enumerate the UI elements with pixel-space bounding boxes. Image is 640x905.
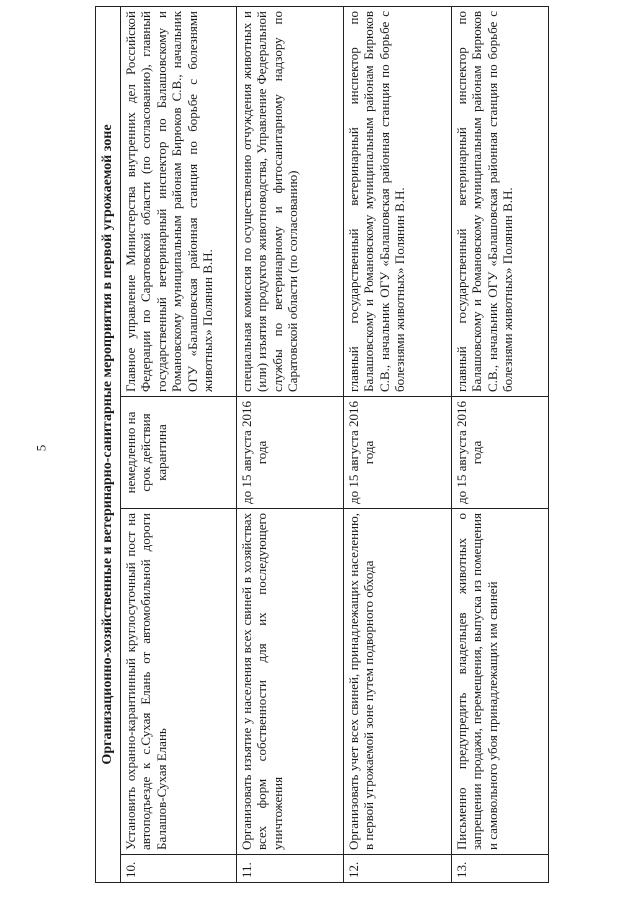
task-cell: Организовать учет всех свиней, принадлежащих населению, в первой угрожаемой зоне путем подворного обхода: [343, 509, 451, 855]
table-row: [343, 6, 451, 882]
deadline-cell: до 15 августа 2016 года: [451, 397, 548, 509]
responsible-cell: главный государственный ветеринарный инспектор по Балашовскому и Романовскому муниципальным районам Бирюков С.В., начальник ОГУ «Балашовская районная станция по борьбе с болезнями животных» Полянин В.Н.: [451, 6, 548, 396]
table-frame: [95, 7, 625, 883]
page-number: 5: [33, 444, 49, 452]
row-number: 10.: [120, 855, 236, 883]
deadline-cell: до 15 августа 2016 года: [236, 397, 343, 509]
table-row: [120, 6, 236, 882]
responsible-cell: главный государственный ветеринарный инспектор по Балашовскому и Романовскому муниципальным районам Бирюков С.В., начальник ОГУ «Балашовская районная станция по борьбе с болезнями животных» Полянин В.Н.: [343, 6, 451, 396]
row-number: 11.: [236, 855, 343, 883]
section-heading-row: [96, 6, 121, 882]
responsible-cell: Главное управление Министерства внутренних дел Российской Федерации по Саратовской области (по согласованию), главный государственный ветеринарный инспектор по Балашовскому и Романовскому муниципальным районам Бирюков С.В., начальник ОГУ «Балашовская районная станция по борьбе с болезнями животных» Полянин В.Н.: [120, 6, 236, 396]
row-number: 12.: [343, 855, 451, 883]
deadline-cell: до 15 августа 2016 года: [343, 397, 451, 509]
table-row: [451, 6, 548, 882]
section-heading: Организационно-хозяйственные и ветеринарно-санитарные мероприятия в первой угрожаемой зоне: [96, 6, 121, 882]
table-row: [236, 6, 343, 882]
task-cell: Организовать изъятие у населения всех свиней в хозяйствах всех форм собственности для их последующего уничтожения: [236, 509, 343, 855]
measures-table: [95, 6, 549, 883]
rotated-table-container: [95, 7, 625, 883]
row-number: 13.: [451, 855, 548, 883]
task-cell: Письменно предупредить владельцев животных о запрещении продажи, перемещения, выпуска из помещения и самовольного убоя принадлежащих им свиней: [451, 509, 548, 855]
responsible-cell: специальная комиссия по осуществлению отчуждения животных и (или) изъятия продуктов животноводства, Управление Федеральной службы по ветеринарному и фитосанитарному надзору по Саратовской области (по согласованию): [236, 6, 343, 396]
deadline-cell: немедленно на срок действия карантина: [120, 397, 236, 509]
task-cell: Установить охранно-карантинный круглосуточный пост на автоподъезде к с.Сухая Елань от автомобильной дороги Балашов-Сухая Елань: [120, 509, 236, 855]
